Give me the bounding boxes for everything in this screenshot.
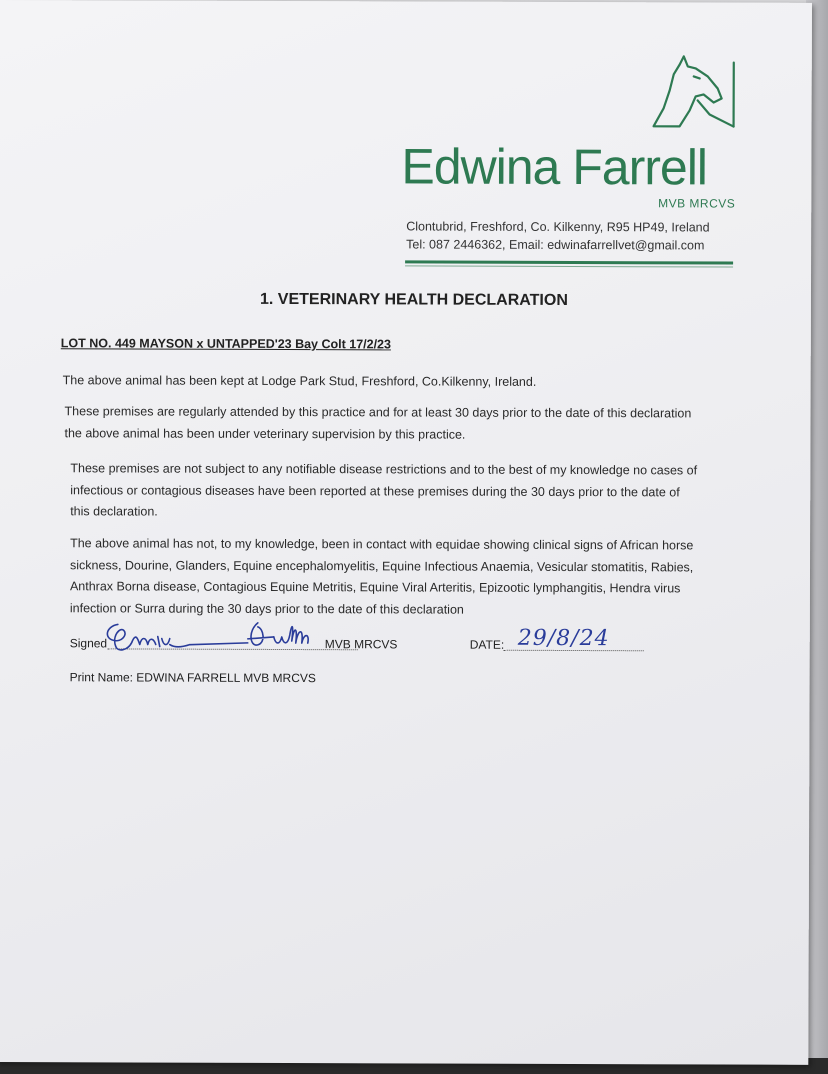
paragraph-line: The above animal has not, to my knowledge, been in contact with equidae showing clinical signs of African horse [70, 536, 694, 553]
declaration-title: 1. VETERINARY HEALTH DECLARATION [259, 290, 568, 309]
practice-contact: Tel: 087 2446362, Email: edwinafarrellvet@gmail.com [406, 237, 705, 253]
paragraph-line: sickness, Dourine, Glanders, Equine encephalomyelitis, Equine Infectious Anaemia, Vesicular stomatitis, Rabies, [70, 557, 694, 574]
paragraph-line: the above animal has been under veterinary supervision by this practice. [64, 425, 466, 442]
signed-label: Signed [69, 636, 108, 651]
practice-name: Edwina Farrell [401, 138, 708, 196]
paragraph-line: These premises are regularly attended by this practice and for at least 30 days prior to the date of this declaration [64, 404, 692, 421]
paragraph-kept-at [63, 370, 537, 393]
date-label: DATE: [469, 637, 505, 652]
paragraph-line: infectious or contagious diseases have been reported at these premises during the 30 days prior to the date of [70, 482, 680, 499]
horse-head-icon [650, 54, 740, 136]
print-name: Print Name: EDWINA FARRELL MVB MRCVS [69, 670, 316, 686]
paragraph-line: infection or Surra during the 30 days prior to the date of this declaration [69, 600, 464, 617]
lot-heading: LOT NO. 449 MAYSON x UNTAPPED'23 Bay Colt 17/2/23 [60, 336, 391, 352]
paragraph-line: Anthrax Borna disease, Contagious Equine Metritis, Equine Viral Arteritis, Epizootic lymphangitis, Hendra virus [69, 579, 681, 596]
paragraph-line: These premises are not subject to any notifiable disease restrictions and to the best of my knowledge no cases of [70, 461, 698, 478]
letterhead-divider [405, 260, 733, 264]
signature-qualifications: MVB MRCVS [324, 637, 398, 652]
paragraph-supervision [64, 401, 691, 446]
paragraph-line: this declaration. [70, 504, 158, 519]
letterhead-divider-thin [405, 265, 733, 267]
paragraph-restrictions [70, 458, 697, 525]
practice-qualifications: MVB MRCVS [658, 196, 736, 211]
paragraph-line: The above animal has been kept at Lodge Park Stud, Freshford, Co.Kilkenny, Ireland. [62, 373, 537, 389]
handwritten-signature [98, 616, 338, 659]
paragraph-diseases [70, 533, 694, 621]
practice-address: Clontubrid, Freshford, Co. Kilkenny, R95 HP49, Ireland [406, 219, 710, 235]
handwritten-date: 29/8/24 [517, 625, 610, 652]
